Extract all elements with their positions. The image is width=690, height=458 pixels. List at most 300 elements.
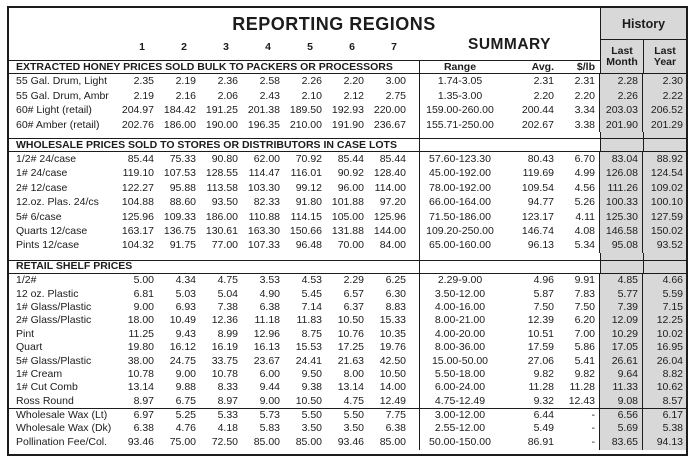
range-value: 45.00-192.00 <box>419 166 500 180</box>
range-value: 1.74-3.05 <box>419 74 500 89</box>
region-value: 107.33 <box>247 239 280 252</box>
last-month-line2: Month <box>606 55 638 68</box>
region-value: 10.50 <box>295 394 322 407</box>
price-row <box>9 354 686 367</box>
region-number: 5 <box>307 41 313 53</box>
region-value: 10.49 <box>169 314 196 327</box>
avg-value: 2.20 <box>533 89 554 102</box>
region-summary-spacer <box>407 422 419 436</box>
region-value: 12.96 <box>253 327 280 340</box>
last-month-value: 125.30 <box>599 210 642 224</box>
region-value: 12.49 <box>379 394 406 407</box>
region-value: 16.19 <box>211 341 238 354</box>
region-summary-spacer <box>407 354 419 367</box>
row-label: 60# Amber (retail) <box>16 118 100 131</box>
region-value: 75.33 <box>169 152 196 165</box>
region-value: 103.30 <box>247 181 280 194</box>
region-value: 220.00 <box>373 104 406 116</box>
avg-value: 10.51 <box>527 327 554 340</box>
region-value: 99.12 <box>295 181 322 194</box>
region-value: 85.00 <box>379 436 406 449</box>
region-summary-spacer <box>407 103 419 118</box>
region-value: 5.83 <box>259 422 280 435</box>
avg-value: 200.44 <box>521 104 554 116</box>
range-value: 5.50-18.00 <box>419 367 500 380</box>
range-value: 159.00-260.00 <box>419 103 500 118</box>
region-value: 9.44 <box>259 381 280 394</box>
region-number: 4 <box>265 41 271 53</box>
gap-left <box>9 132 419 138</box>
region-number: 3 <box>223 41 229 53</box>
region-value: 101.88 <box>331 196 364 209</box>
region-value: 15.33 <box>379 314 406 327</box>
region-summary-spacer <box>407 224 419 238</box>
region-summary-spacer <box>407 152 419 166</box>
row-label: 1# Cream <box>16 367 63 380</box>
range-value: 50.00-150.00 <box>419 436 500 450</box>
region-value: 38.00 <box>127 354 154 367</box>
region-value: 201.38 <box>247 104 280 116</box>
region-value: 163.30 <box>247 224 280 237</box>
avg-value: 5.49 <box>533 422 554 435</box>
row-label: 1# 24/case <box>16 167 68 180</box>
region-value: 93.46 <box>337 436 364 449</box>
history-panel-header <box>600 8 686 73</box>
region-value: 85.44 <box>337 152 364 165</box>
region-value: 4.76 <box>175 422 196 435</box>
region-value: 6.57 <box>343 287 364 300</box>
regions-header-area <box>9 8 436 73</box>
last-year-value: 109.02 <box>642 181 686 195</box>
last-month-value: 4.85 <box>599 274 642 287</box>
section-header-label: WHOLESALE PRICES SOLD TO STORES OR DISTRIBUTORS IN CASE LOTS <box>16 138 397 151</box>
region-value: 125.96 <box>121 210 154 223</box>
range-value: 8.00-36.00 <box>419 341 500 354</box>
region-value: 6.30 <box>385 287 406 300</box>
range-value: 4.00-16.00 <box>419 301 500 314</box>
last-month-value: 7.39 <box>599 301 642 314</box>
region-value: 13.14 <box>337 381 364 394</box>
region-number: 2 <box>181 41 187 53</box>
row-label: Quart <box>16 341 43 354</box>
section-header-last-month <box>600 261 643 273</box>
last-month-value: 2.28 <box>599 74 642 89</box>
region-value: 84.00 <box>379 239 406 252</box>
region-value: 8.83 <box>385 300 406 313</box>
region-value: 21.63 <box>337 354 364 367</box>
region-value: 8.00 <box>343 367 364 380</box>
avg-value: 94.77 <box>527 196 554 209</box>
row-label: 12 oz. Plastic <box>16 287 79 300</box>
region-value: 3.00 <box>385 75 406 87</box>
region-value: 2.43 <box>259 89 280 102</box>
region-value: 150.66 <box>289 224 322 237</box>
region-value: 11.18 <box>254 314 280 327</box>
per-lb-value: 12.43 <box>568 394 595 407</box>
region-summary-spacer <box>407 327 419 340</box>
last-month-value: 6.56 <box>599 409 642 422</box>
row-label: 1/2# 24/case <box>16 152 77 165</box>
region-value: 85.00 <box>295 436 322 449</box>
last-year-value: 7.15 <box>642 301 686 314</box>
region-value: 2.20 <box>343 75 364 87</box>
region-value: 96.00 <box>337 181 364 194</box>
last-year-value: 150.02 <box>642 224 686 238</box>
region-value: 19.80 <box>127 341 154 354</box>
per-lb-value: 2.20 <box>574 89 595 102</box>
region-value: 119.10 <box>122 167 154 180</box>
avg-value: 119.69 <box>522 167 554 180</box>
region-value: 70.92 <box>295 152 322 165</box>
last-year-value: 5.38 <box>642 422 686 436</box>
avg-value: 109.54 <box>521 181 554 194</box>
region-value: 90.80 <box>211 152 238 165</box>
per-lb-value: - <box>591 436 595 449</box>
range-value: 66.00-164.00 <box>419 195 500 209</box>
region-value: 189.50 <box>289 104 322 116</box>
region-value: 204.97 <box>121 104 154 116</box>
price-row <box>9 103 686 118</box>
region-value: 236.67 <box>373 118 406 131</box>
last-month-value: 10.29 <box>599 327 642 340</box>
region-value: 2.12 <box>343 89 364 102</box>
region-value: 7.14 <box>301 300 322 313</box>
row-label: 1# Cut Comb <box>16 381 78 394</box>
region-value: 8.33 <box>217 381 238 394</box>
region-value: 116.01 <box>290 167 322 180</box>
per-lb-column-header: $/lb <box>576 61 595 73</box>
last-year-value: 8.82 <box>642 367 686 380</box>
row-label: 2# 12/case <box>16 181 68 194</box>
region-value: 95.88 <box>169 181 196 194</box>
last-year-value: 10.62 <box>642 381 686 394</box>
region-value: 104.88 <box>121 196 154 209</box>
per-lb-value: 3.38 <box>574 118 595 131</box>
price-row <box>9 408 686 422</box>
region-value: 6.38 <box>259 300 280 313</box>
range-value: 57.60-123.30 <box>419 152 500 166</box>
range-column-header: Range <box>443 61 477 73</box>
region-value: 9.43 <box>175 327 196 340</box>
region-value: 196.35 <box>247 118 280 131</box>
avg-column-header: Avg. <box>531 61 554 73</box>
avg-value: 123.17 <box>521 210 554 223</box>
range-value: 4.00-20.00 <box>419 327 500 340</box>
region-value: 2.10 <box>301 89 322 102</box>
region-value: 9.00 <box>259 394 280 407</box>
region-value: 114.15 <box>290 210 322 223</box>
row-label: Pint <box>16 327 35 340</box>
row-label: 55 Gal. Drum, Light <box>16 75 108 87</box>
region-value: 19.76 <box>379 341 406 354</box>
per-lb-value: 4.08 <box>574 224 595 237</box>
section-header-label: RETAIL SHELF PRICES <box>16 260 133 273</box>
region-value: 93.50 <box>211 196 238 209</box>
region-value: 9.00 <box>175 367 196 380</box>
last-year-value: 5.59 <box>642 287 686 300</box>
region-value: 91.75 <box>169 239 196 252</box>
region-value: 202.76 <box>121 118 154 131</box>
region-value: 93.46 <box>127 436 154 449</box>
region-value: 5.00 <box>133 274 154 287</box>
last-year-value: 93.52 <box>642 238 686 252</box>
region-value: 128.40 <box>373 167 406 180</box>
region-value: 6.81 <box>133 287 154 300</box>
last-month-value: 100.33 <box>599 195 642 209</box>
region-value: 13.14 <box>127 381 154 394</box>
last-month-value: 9.64 <box>599 367 642 380</box>
range-value: 4.75-12.49 <box>419 394 500 407</box>
gap-last-year <box>643 132 686 138</box>
price-row <box>9 381 686 394</box>
last-month-value: 12.09 <box>599 314 642 327</box>
region-value: 8.97 <box>133 394 154 407</box>
last-month-value: 111.26 <box>599 181 642 195</box>
per-lb-value: 6.20 <box>574 314 595 327</box>
row-label: 60# Light (retail) <box>16 104 92 116</box>
region-value: 90.92 <box>337 167 364 180</box>
range-value: 15.00-50.00 <box>419 354 500 367</box>
section-header-row <box>9 138 686 152</box>
region-summary-spacer <box>407 181 419 195</box>
per-lb-value: 5.86 <box>574 341 595 354</box>
history-title: History <box>601 8 686 40</box>
row-label: Wholesale Wax (Lt) <box>16 408 108 421</box>
per-lb-value: 2.31 <box>574 75 595 87</box>
region-value: 85.44 <box>379 152 406 165</box>
row-label: 1/2# <box>16 274 37 287</box>
price-row <box>9 166 686 180</box>
last-year-value: 201.29 <box>642 118 686 133</box>
price-row <box>9 287 686 300</box>
range-value: 8.00-21.00 <box>419 314 500 327</box>
avg-value: 2.31 <box>533 75 554 87</box>
region-value: 2.16 <box>175 89 196 102</box>
price-row <box>9 118 686 133</box>
region-value: 8.97 <box>217 394 238 407</box>
history-column-headers <box>601 40 686 73</box>
section-gap-row <box>9 253 686 260</box>
last-month-column-header <box>601 40 643 73</box>
last-year-value: 124.54 <box>642 166 686 180</box>
avg-value: 9.82 <box>533 367 554 380</box>
region-value: 9.38 <box>301 381 322 394</box>
region-value: 97.20 <box>379 196 406 209</box>
region-value: 5.50 <box>301 408 322 421</box>
region-value: 131.88 <box>331 224 364 237</box>
region-summary-spacer <box>407 210 419 224</box>
region-value: 10.50 <box>379 367 406 380</box>
region-summary-spacer <box>407 367 419 380</box>
region-summary-spacer <box>407 314 419 327</box>
region-number: 1 <box>139 41 145 53</box>
range-value: 155.71-250.00 <box>419 118 500 133</box>
region-value: 72.50 <box>211 436 238 449</box>
region-value: 11.25 <box>128 327 154 340</box>
last-year-value: 88.92 <box>642 152 686 166</box>
price-row <box>9 224 686 238</box>
region-value: 14.00 <box>379 381 406 394</box>
region-value: 191.25 <box>205 104 238 116</box>
price-row <box>9 301 686 314</box>
last-month-value: 83.65 <box>599 436 642 450</box>
region-value: 9.00 <box>133 300 154 313</box>
region-value: 6.37 <box>343 300 364 313</box>
last-year-line2: Year <box>653 55 677 68</box>
per-lb-value: 7.83 <box>574 287 595 300</box>
last-month-value: 146.58 <box>599 224 642 238</box>
region-value: 6.38 <box>133 422 154 435</box>
region-value: 6.75 <box>175 394 196 407</box>
region-value: 2.58 <box>259 75 280 87</box>
region-summary-spacer <box>407 436 419 450</box>
region-value: 4.18 <box>217 422 238 435</box>
region-value: 4.75 <box>343 394 364 407</box>
region-value: 70.00 <box>337 239 364 252</box>
region-value: 16.13 <box>253 341 280 354</box>
row-label: Pollination Fee/Col. <box>16 436 108 449</box>
region-value: 4.34 <box>175 274 196 287</box>
region-number: 6 <box>349 41 355 53</box>
avg-value: 5.87 <box>533 287 554 300</box>
region-value: 10.78 <box>211 367 238 380</box>
region-value: 77.00 <box>211 239 238 252</box>
region-value: 2.75 <box>385 89 406 102</box>
region-value: 2.06 <box>217 89 238 102</box>
row-label: Pints 12/case <box>16 239 80 252</box>
region-value: 33.75 <box>211 354 238 367</box>
region-value: 2.26 <box>301 75 322 87</box>
report-table-frame <box>7 6 688 456</box>
range-value: 71.50-186.00 <box>419 210 500 224</box>
last-month-line1: Last <box>611 44 633 57</box>
last-month-value: 9.08 <box>599 394 642 407</box>
last-month-value: 5.77 <box>599 287 642 300</box>
per-lb-value: 4.56 <box>574 181 595 194</box>
per-lb-value: 7.50 <box>574 300 595 313</box>
region-summary-spacer <box>407 89 419 104</box>
range-value: 78.00-192.00 <box>419 181 500 195</box>
region-value: 130.61 <box>205 224 238 237</box>
region-value: 210.00 <box>289 118 322 131</box>
per-lb-value: 6.70 <box>574 152 595 165</box>
region-value: 4.90 <box>259 287 280 300</box>
region-summary-spacer <box>407 409 419 422</box>
avg-value: 7.50 <box>533 300 554 313</box>
per-lb-value: 4.11 <box>575 210 595 223</box>
region-value: 105.00 <box>331 210 364 223</box>
price-row <box>9 327 686 340</box>
region-summary-spacer <box>407 301 419 314</box>
region-value: 8.99 <box>217 327 238 340</box>
region-value: 2.19 <box>175 75 196 87</box>
last-month-value: 11.33 <box>599 381 642 394</box>
avg-value: 146.74 <box>521 224 554 237</box>
gap-left <box>9 253 419 260</box>
last-year-value: 10.02 <box>642 327 686 340</box>
region-value: 109.33 <box>163 210 196 223</box>
region-summary-spacer <box>407 166 419 180</box>
last-month-value: 26.61 <box>599 354 642 367</box>
region-summary-spacer <box>407 341 419 354</box>
region-summary-spacer <box>407 287 419 300</box>
region-value: 10.76 <box>337 327 364 340</box>
per-lb-value: 5.34 <box>574 239 595 252</box>
last-year-value: 4.66 <box>642 274 686 287</box>
gap-summary <box>419 253 600 260</box>
region-value: 42.50 <box>379 354 406 367</box>
region-value: 85.00 <box>253 436 280 449</box>
section-header-extracted: EXTRACTED HONEY PRICES SOLD BULK TO PACKERS OR PROCESSORS <box>9 60 419 73</box>
last-year-value: 8.57 <box>642 394 686 407</box>
last-year-value: 2.30 <box>642 74 686 89</box>
row-label: 1# Glass/Plastic <box>16 300 92 313</box>
last-year-value: 2.22 <box>642 89 686 104</box>
region-value: 23.67 <box>253 354 280 367</box>
avg-value: 17.59 <box>527 341 554 354</box>
row-label: 5# 6/case <box>16 210 62 223</box>
section-header-last-year <box>643 139 686 151</box>
region-value: 5.73 <box>259 408 280 421</box>
avg-value: 6.44 <box>533 408 554 421</box>
last-year-column-header <box>643 40 686 73</box>
region-value: 6.38 <box>385 422 406 435</box>
region-value: 2.19 <box>133 89 154 102</box>
region-value: 7.38 <box>217 300 238 313</box>
region-value: 5.50 <box>343 408 364 421</box>
region-value: 75.00 <box>169 436 196 449</box>
price-row <box>9 195 686 209</box>
price-row <box>9 422 686 436</box>
region-value: 122.27 <box>121 181 154 194</box>
section-header-summary <box>419 261 600 273</box>
per-lb-value: 3.34 <box>574 104 595 116</box>
last-year-value: 26.04 <box>642 354 686 367</box>
last-month-value: 201.90 <box>599 118 642 133</box>
region-value: 2.36 <box>217 75 238 87</box>
region-value: 12.36 <box>211 314 238 327</box>
last-month-value: 95.08 <box>599 238 642 252</box>
range-value: 3.00-12.00 <box>419 409 500 422</box>
avg-value: 202.67 <box>521 118 554 131</box>
region-value: 2.29 <box>343 274 364 287</box>
row-label: Quarts 12/case <box>16 224 88 237</box>
avg-value: 96.13 <box>527 239 554 252</box>
region-value: 4.75 <box>217 274 238 287</box>
region-value: 114.47 <box>248 167 280 180</box>
region-value: 192.93 <box>331 104 364 116</box>
summary-column-headers <box>419 60 600 73</box>
page-title: REPORTING REGIONS <box>232 14 436 34</box>
avg-value: 86.91 <box>527 436 554 449</box>
section-header-row <box>9 260 686 274</box>
price-row <box>9 181 686 195</box>
avg-value: 27.06 <box>527 354 554 367</box>
region-value: 186.00 <box>163 118 196 131</box>
avg-value: 4.96 <box>533 274 554 287</box>
price-row <box>9 210 686 224</box>
region-value: 11.83 <box>296 314 322 327</box>
avg-value: 80.43 <box>527 152 554 165</box>
last-year-value: 94.13 <box>642 436 686 450</box>
region-value: 184.42 <box>163 104 196 116</box>
region-value: 136.75 <box>163 224 196 237</box>
gap-last-year <box>643 253 686 260</box>
region-value: 8.75 <box>301 327 322 340</box>
region-value: 2.35 <box>133 75 154 87</box>
region-value: 3.50 <box>343 422 364 435</box>
region-value: 5.45 <box>301 287 322 300</box>
